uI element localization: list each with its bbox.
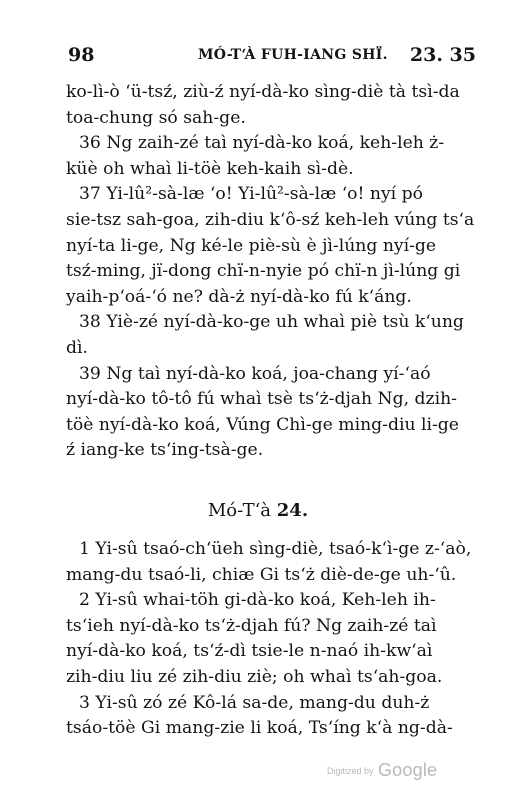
text-line: toa-chung só sah-ge.: [66, 107, 246, 128]
watermark-brand: Google: [377, 760, 438, 780]
text-block-chapter-24: [66, 537, 480, 742]
text-line: tsáo-töè Gi mang-zie li koá, Ts‘íng k‘à ng-dà-: [66, 718, 453, 739]
verse-3-start: 3 Yi-sû zó zé Kô-lá sa-de, mang-du duh-ż: [79, 692, 430, 713]
text-line: mang-du tsaó-li, chiæ Gi ts‘ż diè-de-ge uh-‘û.: [66, 564, 457, 585]
chapter-verse-reference: 23. 35: [409, 44, 476, 66]
verse-39-start: 39 Ng taì nyí-dà-ko koá, joa-chang yí-‘aó: [79, 363, 431, 384]
text-line: küè oh whaì li-töè keh-kaih sì-dè.: [66, 158, 354, 179]
text-line: ko-lì-ò ‘ü-tsź, ziù-ź nyí-dà-ko sìng-diè tà tsì-da: [66, 82, 460, 102]
text-line: yaih-p‘oá-‘ó ne? dà-ż nyí-dà-ko fú k‘áng.: [66, 286, 412, 307]
verse-38-start: 38 Yiè-zé nyí-dà-ko-ge uh whaì piè tsù k‘ung: [79, 312, 464, 333]
text-line: nyí-ta li-ge, Ng ké-le piè-sù è jì-lúng nyí-ge: [66, 235, 437, 256]
chapter-heading-number: 24.: [276, 500, 309, 521]
verse-36-start: 36 Ng zaih-zé taì nyí-dà-ko koá, keh-leh ż-: [79, 133, 445, 154]
text-line: dì.: [66, 337, 88, 358]
text-block-chapter-23: [66, 80, 480, 464]
chapter-heading-title: Mó-T‘à: [207, 500, 272, 521]
verse-2-start: 2 Yi-sû whai-töh gi-dà-ko koá, Keh-leh ih-: [79, 590, 436, 611]
running-head: [68, 44, 476, 68]
watermark-prefix: Digitized by: [327, 766, 374, 776]
text-line: nyí-dà-ko tô-tô fú whaì tsè ts‘ż-djah Ng, dzih-: [66, 389, 457, 410]
book-title: MÓ-T‘À FUH-IANG SHÏ.: [198, 47, 388, 63]
digitized-by-google-watermark: [327, 760, 437, 781]
text-line: töè nyí-dà-ko koá, Vúng Chì-ge ming-diu li-ge: [66, 414, 459, 435]
verse-1-start: 1 Yi-sû tsaó-ch‘üeh sìng-diè, tsaó-k‘ì-ge z-‘aò,: [79, 539, 472, 559]
text-line: ź iang-ke ts‘ing-tsà-ge.: [66, 440, 264, 461]
page-number: 98: [68, 44, 95, 66]
text-line: sie-tsz sah-goa, zih-diu k‘ô-sź keh-leh vúng ts‘a: [66, 209, 475, 230]
text-line: ts‘ieh nyí-dà-ko ts‘ż-djah fú? Ng zaih-zé taì: [66, 615, 437, 636]
chapter-heading: [0, 500, 516, 521]
text-line: zih-diu liu zé zih-diu ziè; oh whaì ts‘ah-goa.: [66, 666, 443, 687]
text-line: nyí-dà-ko koá, ts‘ź-dì tsie-le n-naó ih-kw‘aì: [66, 641, 433, 662]
verse-37-start: 37 Yi-lû²-sà-læ ‘o! Yi-lû²-sà-læ ‘o! nyí pó: [79, 184, 423, 205]
text-line: tsź-ming, jï-dong chï-n-nyie pó chï-n jì-lúng gi: [66, 261, 461, 282]
